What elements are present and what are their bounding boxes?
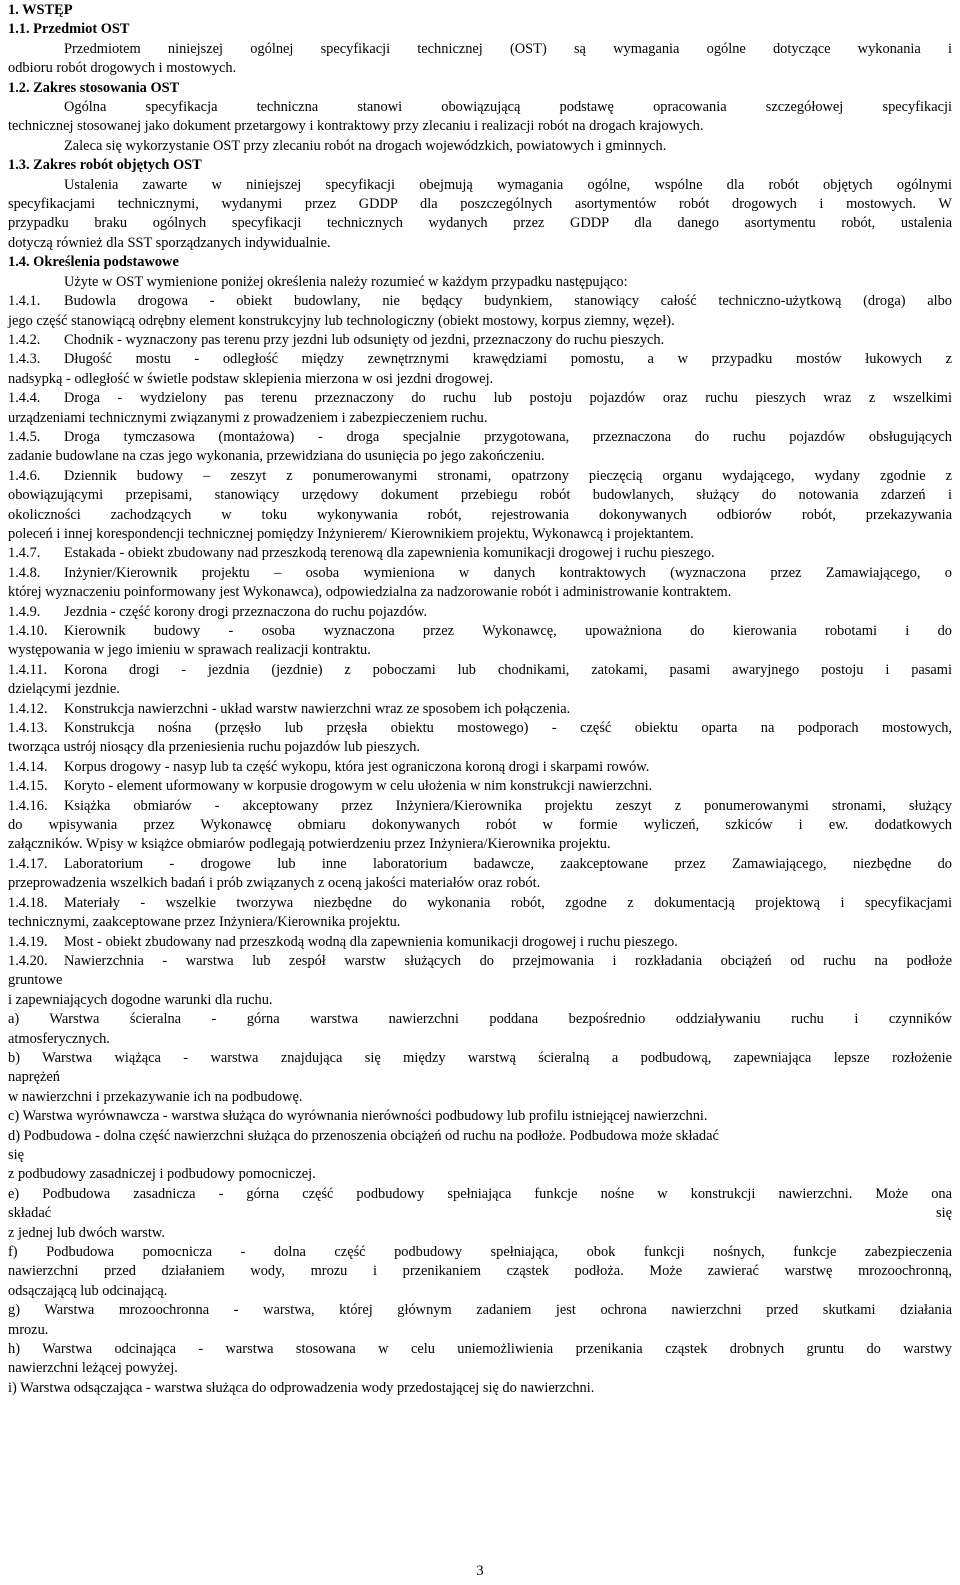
text-line (8, 1127, 952, 1146)
definition-line (8, 350, 952, 369)
line-text: i) Warstwa odsączająca - warstwa służąca do odprowadzenia wody przedostającej się do nawierzchni. (8, 1379, 595, 1396)
definition-line (8, 700, 952, 719)
definition-number: 1.4.17. (8, 855, 48, 872)
text-line (8, 1282, 952, 1301)
line-text: dzielącymi jezdnie. (8, 681, 120, 698)
line-text: Książka obmiarów - akceptowany przez Inżyniera/Kierownika projektu zeszyt z ponumerowanymi stronami, służący (64, 797, 952, 814)
text-line (8, 525, 952, 544)
definition-number: 1.4.8. (8, 564, 41, 581)
definition-number: 1.4.11. (8, 661, 48, 678)
definition-line (8, 758, 952, 777)
line-text: Materiały - wszelkie tworzywa niezbędne do wykonania robót, zgodne z dokumentacją projektową i specyfikacjami (64, 894, 952, 911)
text-line (8, 874, 952, 893)
line-text: Użyte w OST wymienione poniżej określenia należy rozumieć w każdym przypadku następująco: (64, 273, 628, 290)
text-line (8, 680, 952, 699)
text-line (8, 137, 952, 156)
line-text: d) Podbudowa - dolna część nawierzchni służąca do przenoszenia obciążeń od ruchu na podłoże. Podbudowa może składać (8, 1127, 719, 1144)
line-text: Chodnik - wyznaczony pas terenu przy jezdni lub odsunięty od jezdni, przeznaczony do ruchu pieszych. (64, 331, 665, 348)
line-text: 1.2. Zakres stosowania OST (8, 79, 180, 96)
definition-number: 1.4.12. (8, 700, 48, 717)
line-text: 1.1. Przedmiot OST (8, 21, 130, 38)
line-text: się (8, 1146, 24, 1163)
text-line (8, 1185, 952, 1204)
definition-line (8, 603, 952, 622)
definition-line (8, 564, 952, 583)
text-line (8, 1359, 952, 1378)
definition-number: 1.4.10. (8, 623, 48, 639)
definition-number: 1.4.9. (8, 603, 41, 620)
text-line (8, 971, 952, 990)
line-text: Przedmiotem niniejszej ogólnej specyfikacji technicznej (OST) są wymagania ogólne dotyczące wykonania i (64, 40, 952, 57)
text-line (8, 312, 952, 331)
section-heading (8, 253, 952, 272)
text-line (8, 117, 952, 136)
text-line (8, 1068, 952, 1087)
line-text: jego część stanowiącą odrębny element konstrukcyjny lub technologiczny (obiekt mostowy, korpus ziemny, węzeł). (8, 312, 675, 329)
line-text: g) Warstwa mrozoochronna - warstwa, której głównym zadaniem jest ochrona nawierzchni przed skutkami działania (8, 1302, 952, 1319)
line-text: składać się (8, 1205, 952, 1222)
definition-line (8, 292, 952, 311)
definition-line (8, 855, 952, 874)
text-line (8, 1379, 952, 1398)
line-text: obowiązującymi przepisami, stanowiący urzędowy dokument przebiegu robót budowlanych, służący do notowania zdarzeń i (8, 487, 952, 504)
document-body (8, 1, 952, 1398)
definition-line (8, 894, 952, 913)
line-text: Dziennik budowy – zeszyt z ponumerowanymi stronami, opatrzony pieczęcią organu wydającego, wydany zgodnie z (64, 467, 952, 484)
line-text: e) Podbudowa zasadnicza - górna część podbudowy spełniająca funkcje nośne w konstrukcji nawierzchni. Może ona (8, 1185, 952, 1202)
definition-number: 1.4.18. (8, 894, 48, 911)
definition-number: 1.4.15. (8, 778, 48, 795)
text-line (8, 409, 952, 428)
line-text: Droga tymczasowa (montażowa) - droga specjalnie przygotowana, przeznaczona do ruchu pojazdów obsługujących (64, 428, 952, 445)
line-text: Zaleca się wykorzystanie OST przy zlecaniu robót na drogach wojewódzkich, powiatowych i gminnych. (64, 137, 667, 154)
line-text: zadanie budowlane na czas jego wykonania, przewidziana do usunięcia po jego zakończeniu. (8, 448, 545, 465)
definition-line (8, 952, 952, 971)
line-text: urządzeniami technicznymi związanymi z prowadzeniem i zabezpieczeniem ruchu. (8, 409, 488, 426)
text-line (8, 1321, 952, 1340)
line-text: z jednej lub dwóch warstw. (8, 1224, 165, 1241)
text-line (8, 1010, 952, 1029)
line-text: dotyczą również dla SST sporządzanych indywidualnie. (8, 234, 331, 251)
line-text: mrozu. (8, 1321, 49, 1338)
line-text: gruntowe (8, 972, 63, 989)
line-text: a) Warstwa ścieralna - górna warstwa nawierzchni poddana bezpośrednio oddziaływaniu ruchu i czynników (8, 1011, 952, 1028)
definition-number: 1.4.13. (8, 720, 48, 737)
section-heading (8, 20, 952, 39)
text-line (8, 1165, 952, 1184)
definition-number: 1.4.5. (8, 428, 41, 445)
line-text: technicznej stosowanej jako dokument przetargowy i kontraktowy przy zlecaniu i realizacji robót na drogach krajowych. (8, 118, 704, 135)
definition-number: 1.4.16. (8, 797, 48, 814)
definition-line (8, 331, 952, 350)
line-text: i zapewniających dogodne warunki dla ruchu. (8, 991, 273, 1008)
line-text: tworząca ustrój niosący dla przeniesienia ruchu pojazdów lub pieszych. (8, 739, 420, 756)
line-text: której wyznaczeniu poinformowany jest Wykonawca), odpowiedzialna za nadzorowanie robót i administrowanie kontraktem. (8, 584, 732, 601)
definition-line (8, 661, 952, 680)
text-line (8, 835, 952, 854)
line-text: nawierzchni przed działaniem wody, mrozu i przenikaniem cząstek podłoża. Może zawierać warstwę mrozoochronną, (8, 1263, 952, 1280)
definition-number: 1.4.7. (8, 545, 41, 562)
text-line (8, 40, 952, 59)
line-text: f) Podbudowa pomocnicza - dolna część podbudowy spełniająca, obok funkcji nośnych, funkcje zabezpieczenia (8, 1244, 952, 1260)
page-number: 3 (476, 1563, 484, 1579)
text-line (8, 1204, 952, 1223)
text-line (8, 641, 952, 660)
definition-line (8, 467, 952, 486)
line-text: specyfikacjami technicznymi, wydanymi przez GDDP dla poszczególnych asortymentów robót drogowych i mostowych. W (8, 196, 952, 213)
line-text: do wpisywania przez Wykonawcę obmiaru dokonywanych robót w formie wyliczeń, szkiców i ew. dodatkowych (8, 817, 952, 834)
text-line (8, 1340, 952, 1359)
line-text: Ogólna specyfikacja techniczna stanowi obowiązującą podstawę opracowania szczegółowej specyfikacji (64, 99, 952, 116)
definition-number: 1.4.14. (8, 758, 48, 775)
line-text: Długość mostu - odległość między zewnętrznymi krawędziami pomostu, a w przypadku mostów łukowych z (64, 351, 952, 368)
line-text: Jezdnia - część korony drogi przeznaczona do ruchu pojazdów. (64, 603, 428, 620)
line-text: Laboratorium - drogowe lub inne laboratorium badawcze, zaakceptowane przez Zamawiającego, niezbędne do (64, 855, 952, 872)
definition-number: 1.4.20. (8, 952, 48, 969)
line-text: przeprowadzenia wszelkich badań i prób związanych z oceną jakości materiałów oraz robót. (8, 875, 541, 892)
text-line (8, 1224, 952, 1243)
line-text: w nawierzchni i przekazywanie ich na podbudowę. (8, 1088, 303, 1105)
text-line (8, 273, 952, 292)
text-line (8, 59, 952, 78)
text-line (8, 195, 952, 214)
text-line (8, 1301, 952, 1320)
text-line (8, 816, 952, 835)
definition-line (8, 777, 952, 796)
definition-line (8, 622, 952, 641)
text-line (8, 214, 952, 233)
line-text: odsączającą lub odcinającą. (8, 1282, 168, 1299)
text-line (8, 738, 952, 757)
text-line (8, 98, 952, 117)
definition-number: 1.4.19. (8, 933, 48, 950)
line-text: występowania w jego imieniu w sprawach realizacji kontraktu. (8, 642, 371, 659)
line-text: technicznymi, zaakceptowane przez Inżyniera/Kierownika projektu. (8, 914, 401, 931)
definition-number: 1.4.2. (8, 331, 41, 348)
definition-number: 1.4.1. (8, 293, 41, 310)
text-line (8, 370, 952, 389)
line-text: h) Warstwa odcinająca - warstwa stosowana w celu uniemożliwienia przenikania cząstek drobnych gruntu do warstwy (8, 1341, 952, 1358)
line-text: odbioru robót drogowych i mostowych. (8, 60, 237, 77)
line-text: przypadku braku ogólnych specyfikacji technicznych wydanych przez GDDP dla danego asortymentu robót, ustalenia (8, 215, 952, 232)
text-line (8, 447, 952, 466)
text-line (8, 1088, 952, 1107)
definition-number: 1.4.3. (8, 351, 41, 368)
line-text: Korona drogi - jezdnia (jezdnie) z poboczami lub chodnikami, zatokami, pasami awaryjnego postoju i pasami (64, 661, 952, 678)
definition-number: 1.4.4. (8, 390, 41, 407)
line-text: 1.4. Określenia podstawowe (8, 254, 179, 271)
line-text: Estakada - obiekt zbudowany nad przeszkodą terenową dla zapewnienia komunikacji drogowej i ruchu pieszego. (64, 545, 715, 562)
line-text: Inżynier/Kierownik projektu – osoba wymieniona w danych kontraktowych (wyznaczona przez Zamawiającego, o (64, 564, 952, 581)
definition-line (8, 933, 952, 952)
definition-number: 1.4.6. (8, 467, 41, 484)
section-heading (8, 79, 952, 98)
line-text: Nawierzchnia - warstwa lub zespół warstw służących do przejmowania i rozkładania obciążeń od ruchu na podłoże (64, 952, 952, 969)
line-text: z podbudowy zasadniczej i podbudowy pomocniczej. (8, 1166, 316, 1183)
line-text: okoliczności zachodzących w toku wykonywania robót, rejestrowania dokonywanych odbiorów robót, przekazywania (8, 506, 952, 523)
line-text: 1.3. Zakres robót objętych OST (8, 157, 202, 174)
text-line (8, 991, 952, 1010)
text-line (8, 913, 952, 932)
line-text: Droga - wydzielony pas terenu przeznaczony do ruchu lub postoju pojazdów oraz ruchu pieszych wraz z wszelkimi (64, 390, 952, 407)
text-line (8, 583, 952, 602)
line-text: Korpus drogowy - nasyp lub ta część wykopu, która jest ograniczona koroną drogi i skarpami rowów. (64, 758, 650, 775)
line-text: atmosferycznych. (8, 1030, 110, 1047)
line-text: Ustalenia zawarte w niniejszej specyfikacji obejmują wymagania ogólne, wspólne dla robót objętych ogólnymi (64, 176, 952, 193)
text-line (8, 1030, 952, 1049)
line-text: Most - obiekt zbudowany nad przeszkodą wodną dla zapewnienia komunikacji drogowej i ruchu pieszego. (64, 933, 678, 950)
text-line (8, 234, 952, 253)
text-line (8, 486, 952, 505)
line-text: Budowla drogowa - obiekt budowlany, nie będący budynkiem, stanowiący całość techniczno-użytkową (droga) albo (64, 293, 952, 310)
text-line (8, 1262, 952, 1281)
line-text: Konstrukcja nawierzchni - układ warstw nawierzchni wraz ze sposobem ich połączenia. (64, 700, 571, 717)
line-text: Koryto - element uformowany w korpusie drogowym w celu ułożenia w nim konstrukcji nawierzchni. (64, 778, 653, 795)
text-line (8, 1049, 952, 1068)
line-text: Kierownik budowy - osoba wyznaczona przez Wykonawcę, upoważniona do kierowania robotami i do (64, 623, 952, 639)
definition-line (8, 719, 952, 738)
text-line (8, 506, 952, 525)
text-line (8, 176, 952, 195)
definition-line (8, 544, 952, 563)
text-line (8, 1146, 952, 1165)
definition-line (8, 389, 952, 408)
line-text: b) Warstwa wiążąca - warstwa znajdująca się między warstwą ścieralną a podbudową, zapewniająca lepsze rozłożenie (8, 1049, 952, 1066)
text-line (8, 1107, 952, 1126)
definition-line (8, 428, 952, 447)
section-heading (8, 156, 952, 175)
line-text: Konstrukcja nośna (przęsło lub przęsła obiektu mostowego) - część obiektu oparta na podporach mostowych, (64, 720, 952, 737)
section-heading (8, 1, 952, 20)
line-text: nawierzchni leżącej powyżej. (8, 1360, 178, 1377)
line-text: nadsypką - odległość w świetle podstaw sklepienia mierzona w osi jezdni drogowej. (8, 370, 494, 387)
line-text: poleceń i innej korespondencji technicznej pomiędzy Inżynierem/ Kierownikiem projektu, Wykonawcą i projektantem. (8, 525, 694, 542)
line-text: c) Warstwa wyrównawcza - warstwa służąca do wyrównania nierówności podbudowy lub profilu istniejącej nawierzchni. (8, 1108, 708, 1125)
definition-line (8, 797, 952, 816)
line-text: naprężeń (8, 1069, 60, 1086)
text-line (8, 1243, 952, 1262)
line-text: załączników. Wpisy w książce obmiarów podlegają potwierdzeniu przez Inżyniera/Kierownika projektu. (8, 836, 611, 853)
line-text: 1. WSTĘP (8, 2, 73, 18)
